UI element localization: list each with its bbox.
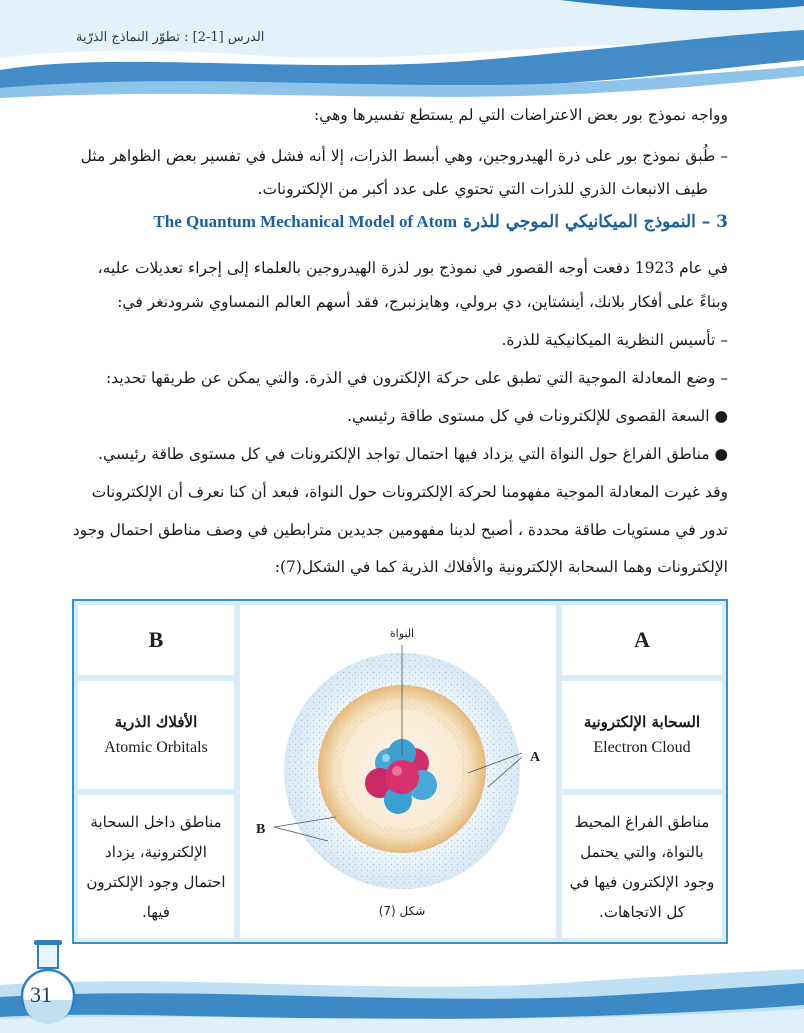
intro-line-2: – طُبق نموذج بور على ذرة الهيدروجين، وهي أبسط الذرات، إلا أنه فشل في تفسير بعض الظواهر مثل — [80, 147, 728, 165]
figure-label-a: A — [530, 750, 541, 765]
figure-label-b: B — [256, 822, 266, 837]
col-a-desc-4: كل الاتجاهات. — [599, 902, 685, 921]
figure-caption: شكل (7) — [378, 904, 426, 918]
body-paragraph-4: تدور في مستويات طاقة محددة ، أصبح لدينا مفهومين جديدين مترابطين في وصف مناطق احتمال وجود — [72, 521, 728, 539]
atom-figure-cell — [240, 605, 556, 938]
col-b-desc-cell — [78, 795, 234, 938]
comparison-table — [72, 599, 728, 944]
col-a-name-en: Electron Cloud — [593, 739, 691, 756]
section-number: 3 – — [701, 212, 728, 232]
section-title-en: The Quantum Mechanical Model of Atom — [153, 212, 458, 231]
intro-line-1: وواجه نموذج بور بعض الاعتراضات التي لم يستطع تفسيرها وهي: — [313, 106, 728, 124]
page-number: 31 — [30, 982, 52, 1007]
col-b-name-ar: الأفلاك الذرية — [114, 713, 198, 731]
bullet-2: – وضع المعادلة الموجية التي تطبق على حركة الإلكترون في الذرة. والتي يمكن عن طريقها تحديد: — [105, 369, 728, 387]
header-wave-decoration — [0, 0, 804, 100]
section-title-ar: النموذج الميكانيكي الموجي للذرة — [462, 212, 696, 232]
col-a-desc-3: وجود الإلكترون فيها في — [569, 872, 715, 891]
col-b-letter-cell — [78, 605, 234, 675]
bullet-1: – تأسيس النظرية الميكانيكية للذرة. — [501, 331, 728, 349]
col-b-name-cell — [78, 681, 234, 789]
body-paragraph-3: وقد غيرت المعادلة الموجية مفهومنا لحركة الإلكترونات حول النواة، فبعد أن كنا نعرف أن الإلكترونات — [91, 483, 728, 501]
col-a-name-ar: السحابة الإلكترونية — [583, 713, 701, 731]
col-b-desc-2: الإلكترونية، يزداد — [105, 842, 207, 861]
dot-item-2: ● مناطق الفراغ حول النواة التي يزداد فيها احتمال تواجد الإلكترونات في كل مستوى طاقة رئيسي. — [98, 445, 728, 463]
dot-item-1: ● السعة القصوى للإلكترونات في كل مستوى طاقة رئيسي. — [347, 407, 728, 425]
body-paragraph-5: الإلكترونات وهما السحابة الإلكترونية والأفلاك الذرية كما في الشكل(7): — [274, 558, 728, 576]
body-paragraph-2: وبناءً على أفكار بلانك، أينشتاين، دي برولي، وهايزنبرج، فقد أسهم العالم النمساوي شرودنغر في: — [117, 293, 728, 311]
col-a-desc-1: مناطق الفراغ المحيط — [574, 812, 710, 831]
col-b-letter: B — [148, 627, 164, 652]
nucleus-label: النواة — [389, 627, 415, 640]
atom-figure — [240, 605, 556, 938]
col-a-name-cell — [562, 681, 722, 789]
col-b-desc-3: احتمال وجود الإلكترون — [86, 872, 226, 891]
col-b-desc-4: فيها. — [142, 902, 170, 921]
col-a-letter-cell — [562, 605, 722, 675]
col-a-desc-cell — [562, 795, 722, 938]
col-a-desc-2: بالنواة، والتي يحتمل — [580, 842, 704, 861]
col-b-desc-1: مناطق داخل السحابة — [90, 812, 222, 831]
lesson-header: الدرس [1-2] : تطوّر النماذج الذرّية — [76, 30, 265, 45]
section-heading — [153, 212, 728, 232]
body-paragraph-1: في عام 1923 دفعت أوجه القصور في نموذج بور لذرة الهيدروجين بالعلماء إلى إجراء تعديلات عليه، — [97, 259, 728, 277]
footer-wave-decoration — [0, 935, 804, 1033]
col-a-letter: A — [634, 627, 650, 652]
intro-line-3: طيف الانبعاث الذري للذرات التي تحتوي على عدد أكبر من الإلكترونات. — [257, 180, 708, 198]
col-b-name-en: Atomic Orbitals — [104, 739, 208, 756]
